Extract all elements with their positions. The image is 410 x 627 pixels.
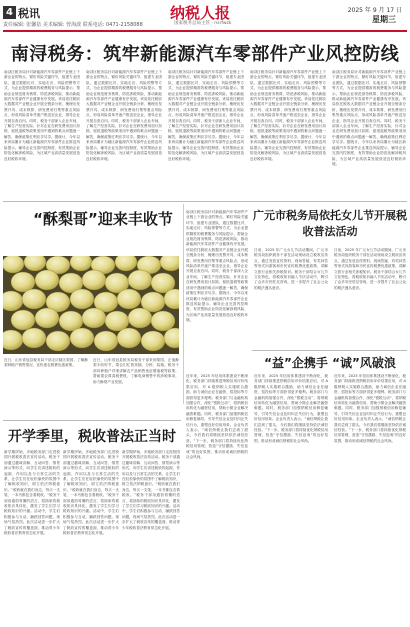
pomelo-article-col-2: 近日，山东省冠县税务局税务干部来到梨园，正值酥梨丰收时节，果农们忙着采摘、分拣、装箱。税务干部向种植户详细讲解农产品销售免征增值税等政策，帮助果农算清税费账，了解电商销售中的涉税事项，助力酥梨产业发展。 [93, 358, 179, 384]
main-article-col-3: 南浔区税务局针对新能源汽车零部件产业链上下游企业的特点，紧盯风险关键环节，组建专业团队，通过数据比对、实地走访、风险预警等方式，为企业提供精准的税费服务与风险提示，帮助企业规范财务核算，防范涉税风险，推动新能源汽车零部件产业健康有序发展。该局依托税收大数据对产业链企业开展全链条分析，梳理出发票开具、成本核算、研发费用归集等重点风险点，形成风险清单并逐户推送至企业，指导企业开展自查自纠。同时，税务干部深入企业车间，了解生产经营实际，针对企业在研发费用加计扣除、留抵退税等政策适用中遇到的难点问题逐一解答，确保政策红利应享尽享。据统计，今年以来该局累计为辖区新能源汽车零部件企业推送风险提示，辅导企业完善内控制度，有效帮助企业防范化解涉税风险，为区域产业高质量发展营造良好税收环境。 [168, 70, 244, 161]
paper-title: 纳税人报 [170, 4, 231, 22]
guangyuan-headline: 广元市税务局依托女儿节开展税收普法活动 [253, 209, 407, 238]
yiqi-headline: “益”企携手 “诚”风破浪 [264, 356, 396, 370]
main-article-col-2: 南浔区税务局针对新能源汽车零部件产业链上下游企业的特点，紧盯风险关键环节，组建专业团队，通过数据比对、实地走访、风险预警等方式，为企业提供精准的税费服务与风险提示，帮助企业规范财务核算，防范涉税风险，推动新能源汽车零部件产业健康有序发展。该局依托税收大数据对产业链企业开展全链条分析，梳理出发票开具、成本核算、研发费用归集等重点风险点，形成风险清单并逐户推送至企业，指导企业开展自查自纠。同时，税务干部深入企业车间，了解生产经营实际，针对企业在研发费用加计扣除、留抵退税等政策适用中遇到的难点问题逐一解答，确保政策红利应享尽享。据统计，今年以来该局累计为辖区新能源汽车零部件企业推送风险提示，辅导企业完善内控制度，有效帮助企业防范化解涉税风险，为区域产业高质量发展营造良好税收环境。 [86, 70, 162, 161]
school-article-col-3: 新学期伊始，多地税务部门走进校园开展税收普法宣传活动。税务干部通过趣味讲解、互动问答、情景演示等形式，向学生们讲述税收的起源、作用以及与日常生活的关系，让学生们在轻松愉快的氛围中了解税收知识，树立依法纳税意识。“税收就在我们身边，每买一支笔、一本书都包含着税收。”税务干部用通俗易懂的语言，将抽象的税收知识具体化，激发了学生们学习税收知识的兴趣。活动中，学生们积极参与互动，踊跃回答问题，现场气氛热烈。此次活动进一步扩大了税收宣传的覆盖面，推动青少年税收普法教育常态化开展。 [122, 450, 180, 530]
masthead [0, 0, 410, 30]
paper-subtitle: 国家税务总局主管 · nsrfwzk [174, 21, 232, 26]
masthead-rule [3, 30, 407, 32]
main-headline: 南浔税务：筑牢新能源汽车零部件产业风控防线 [10, 44, 400, 65]
yiqi-article-col-3: 近年来，2025 年信用体系建设不断深化，税务部门持续推进纳税信用评价结果应用，对 A 级纳税人实施联合激励，助力诚信企业在融资、招投标等方面获得更多便利。税务部门与金融机构加强合作，深化“银税互动”，将纳税信用转化为融资信用，帮助小微企业解决融资难题。同时，税务部门加强纳税信用修复辅导，引导失信企业及时纠正失信行为，重塑良好信用形象。企业负责人表示，“诚信纳税让我们尝到了甜头，今后我们将继续坚持依法诚信经营。”下一步，税务部门将持续优化纳税信用管理，营造“守信激励、失信惩戒”的良好氛围，推动形成诚信纳税的社会风尚。 [334, 374, 406, 443]
column-divider [183, 204, 184, 404]
main-article-col-5: 南浔区税务局针对新能源汽车零部件产业链上下游企业的特点，紧盯风险关键环节，组建专业团队，通过数据比对、实地走访、风险预警等方式，为企业提供精准的税费服务与风险提示，帮助企业规范财务核算，防范涉税风险，推动新能源汽车零部件产业健康有序发展。该局依托税收大数据对产业链企业开展全链条分析，梳理出发票开具、成本核算、研发费用归集等重点风险点，形成风险清单并逐户推送至企业，指导企业开展自查自纠。同时，税务干部深入企业车间，了解生产经营实际，针对企业在研发费用加计扣除、留抵退税等政策适用中遇到的难点问题逐一解答，确保政策红利应享尽享。据统计，今年以来该局累计为辖区新能源汽车零部件企业推送风险提示，辅导企业完善内控制度，有效帮助企业防范化解涉税风险，为区域产业高质量发展营造良好税收环境。 [332, 70, 406, 166]
divider [3, 420, 181, 421]
issue-weekday: 星期三 [372, 15, 396, 24]
guangyuan-article-col-1: 日前，2025 年广元女儿节活动期间，广元市税务局组织税务干部在活动现场设立税收宣传点，通过发放宣传资料、现场答疑、有奖问答等形式向游客和市民宣传税费优惠政策，讲解文旅行业相关涉税知识。税务干部结合女儿节文化特色，将税收知识融入节庆活动中，吸引了众多市民驻足咨询，进一步提升了社会公众的税法遵从意识。 [254, 248, 328, 290]
pomelo-photo [3, 256, 179, 354]
divider [252, 350, 407, 351]
issue-date: 2025 年 9 月 17 日 [347, 7, 402, 14]
school-article-col-2: 新学期伊始，多地税务部门走进校园开展税收普法宣传活动。税务干部通过趣味讲解、互动问答、情景演示等形式，向学生们讲述税收的起源、作用以及与日常生活的关系，让学生们在轻松愉快的氛围中了解税收知识，树立依法纳税意识。“税收就在我们身边，每买一支笔、一本书都包含着税收。”税务干部用通俗易懂的语言，将抽象的税收知识具体化，激发了学生们学习税收知识的兴趣。活动中，学生们积极参与互动，踊跃回答问题，现场气氛热烈。此次活动进一步扩大了税收宣传的覆盖面，推动青少年税收普法教育常态化开展。 [63, 450, 119, 536]
contact-line: 责任编辑: 张馨蓓 美术编辑: 曾海波 联系电话: 0471-2158088 [3, 22, 143, 28]
main-article-col-1: 南浔区税务局针对新能源汽车零部件产业链上下游企业的特点，紧盯风险关键环节，组建专业团队，通过数据比对、实地走访、风险预警等方式，为企业提供精准的税费服务与风险提示，帮助企业规范财务核算，防范涉税风险，推动新能源汽车零部件产业健康有序发展。该局依托税收大数据对产业链企业开展全链条分析，梳理出发票开具、成本核算、研发费用归集等重点风险点，形成风险清单并逐户推送至企业，指导企业开展自查自纠。同时，税务干部深入企业车间，了解生产经营实际，针对企业在研发费用加计扣除、留抵退税等政策适用中遇到的难点问题逐一解答，确保政策红利应享尽享。据统计，今年以来该局累计为辖区新能源汽车零部件企业推送风险提示，辅导企业完善内控制度，有效帮助企业防范化解涉税风险，为区域产业高质量发展营造良好税收环境。 [4, 70, 80, 161]
guangyuan-article-col-2: 日前，2025 年广元女儿节活动期间，广元市税务局组织税务干部在活动现场设立税收宣传点，通过发放宣传资料、现场答疑、有奖问答等形式向游客和市民宣传税费优惠政策，讲解文旅行业相关涉税知识。税务干部结合女儿节文化特色，将税收知识融入节庆活动中，吸引了众多市民驻足咨询，进一步提升了社会公众的税法遵从意识。 [334, 248, 406, 290]
yiqi-article-col-1: 近年来，2025 年信用体系建设不断深化，税务部门持续推进纳税信用评价结果应用，对 A 级纳税人实施联合激励，助力诚信企业在融资、招投标等方面获得更多便利。税务部门与金融机构加强合作，深化“银税互动”，将纳税信用转化为融资信用，帮助小微企业解决融资难题。同时，税务部门加强纳税信用修复辅导，引导失信企业及时纠正失信行为，重塑良好信用形象。企业负责人表示，“诚信纳税让我们尝到了甜头，今后我们将继续坚持依法诚信经营。”下一步，税务部门将持续优化纳税信用管理，营造“守信激励、失信惩戒”的良好氛围，推动形成诚信纳税的社会风尚。 [186, 374, 248, 460]
pomelo-headline: “酥梨哥”迎来丰收节 [33, 210, 173, 228]
section-title: 税讯 [18, 7, 40, 20]
mid-article-col: 南浔区税务局针对新能源汽车零部件产业链上下游企业的特点，紧盯风险关键环节，组建专业团队，通过数据比对、实地走访、风险预警等方式，为企业提供精准的税费服务与风险提示，帮助企业规范财务核算，防范涉税风险，推动新能源汽车零部件产业健康有序发展。该局依托税收大数据对产业链企业开展全链条分析，梳理出发票开具、成本核算、研发费用归集等重点风险点，形成风险清单并逐户推送至企业，指导企业开展自查自纠。同时，税务干部深入企业车间，了解生产经营实际，针对企业在研发费用加计扣除、留抵退税等政策适用中遇到的难点问题逐一解答，确保政策红利应享尽享。据统计，今年以来该局累计为辖区新能源汽车零部件企业推送风险提示，辅导企业完善内控制度，有效帮助企业防范化解涉税风险，为区域产业高质量发展营造良好税收环境。 [186, 210, 248, 323]
divider [3, 201, 407, 202]
school-article-col-1: 新学期伊始，多地税务部门走进校园开展税收普法宣传活动。税务干部通过趣味讲解、互动问答、情景演示等形式，向学生们讲述税收的起源、作用以及与日常生活的关系，让学生们在轻松愉快的氛围中了解税收知识，树立依法纳税意识。“税收就在我们身边，每买一支笔、一本书都包含着税收。”税务干部用通俗易懂的语言，将抽象的税收知识具体化，激发了学生们学习税收知识的兴趣。活动中，学生们积极参与互动，踊跃回答问题，现场气氛热烈。此次活动进一步扩大了税收宣传的覆盖面，推动青少年税收普法教育常态化开展。 [4, 450, 60, 536]
school-headline: 开学季里，税收普法正当时 [8, 429, 176, 445]
page-number: 4 [3, 6, 16, 19]
yiqi-article-col-2: 近年来，2025 年信用体系建设不断深化，税务部门持续推进纳税信用评价结果应用，对 A 级纳税人实施联合激励，助力诚信企业在融资、招投标等方面获得更多便利。税务部门与金融机构加强合作，深化“银税互动”，将纳税信用转化为融资信用，帮助小微企业解决融资难题。同时，税务部门加强纳税信用修复辅导，引导失信企业及时纠正失信行为，重塑良好信用形象。企业负责人表示，“诚信纳税让我们尝到了甜头，今后我们将继续坚持依法诚信经营。”下一步，税务部门将持续优化纳税信用管理，营造“守信激励、失信惩戒”的良好氛围，推动形成诚信纳税的社会风尚。 [254, 374, 328, 443]
pomelo-article-col-1: 近日，山东省冠县税务局干部走访辖区梨园，了解酥梨种植户销售情况，宣传惠农税费优惠政策。 [4, 358, 88, 368]
main-article-col-4: 南浔区税务局针对新能源汽车零部件产业链上下游企业的特点，紧盯风险关键环节，组建专业团队，通过数据比对、实地走访、风险预警等方式，为企业提供精准的税费服务与风险提示，帮助企业规范财务核算，防范涉税风险，推动新能源汽车零部件产业健康有序发展。该局依托税收大数据对产业链企业开展全链条分析，梳理出发票开具、成本核算、研发费用归集等重点风险点，形成风险清单并逐户推送至企业，指导企业开展自查自纠。同时，税务干部深入企业车间，了解生产经营实际，针对企业在研发费用加计扣除、留抵退税等政策适用中遇到的难点问题逐一解答，确保政策红利应享尽享。据统计，今年以来该局累计为辖区新能源汽车零部件企业推送风险提示，辅导企业完善内控制度，有效帮助企业防范化解涉税风险，为区域产业高质量发展营造良好税收环境。 [250, 70, 326, 161]
